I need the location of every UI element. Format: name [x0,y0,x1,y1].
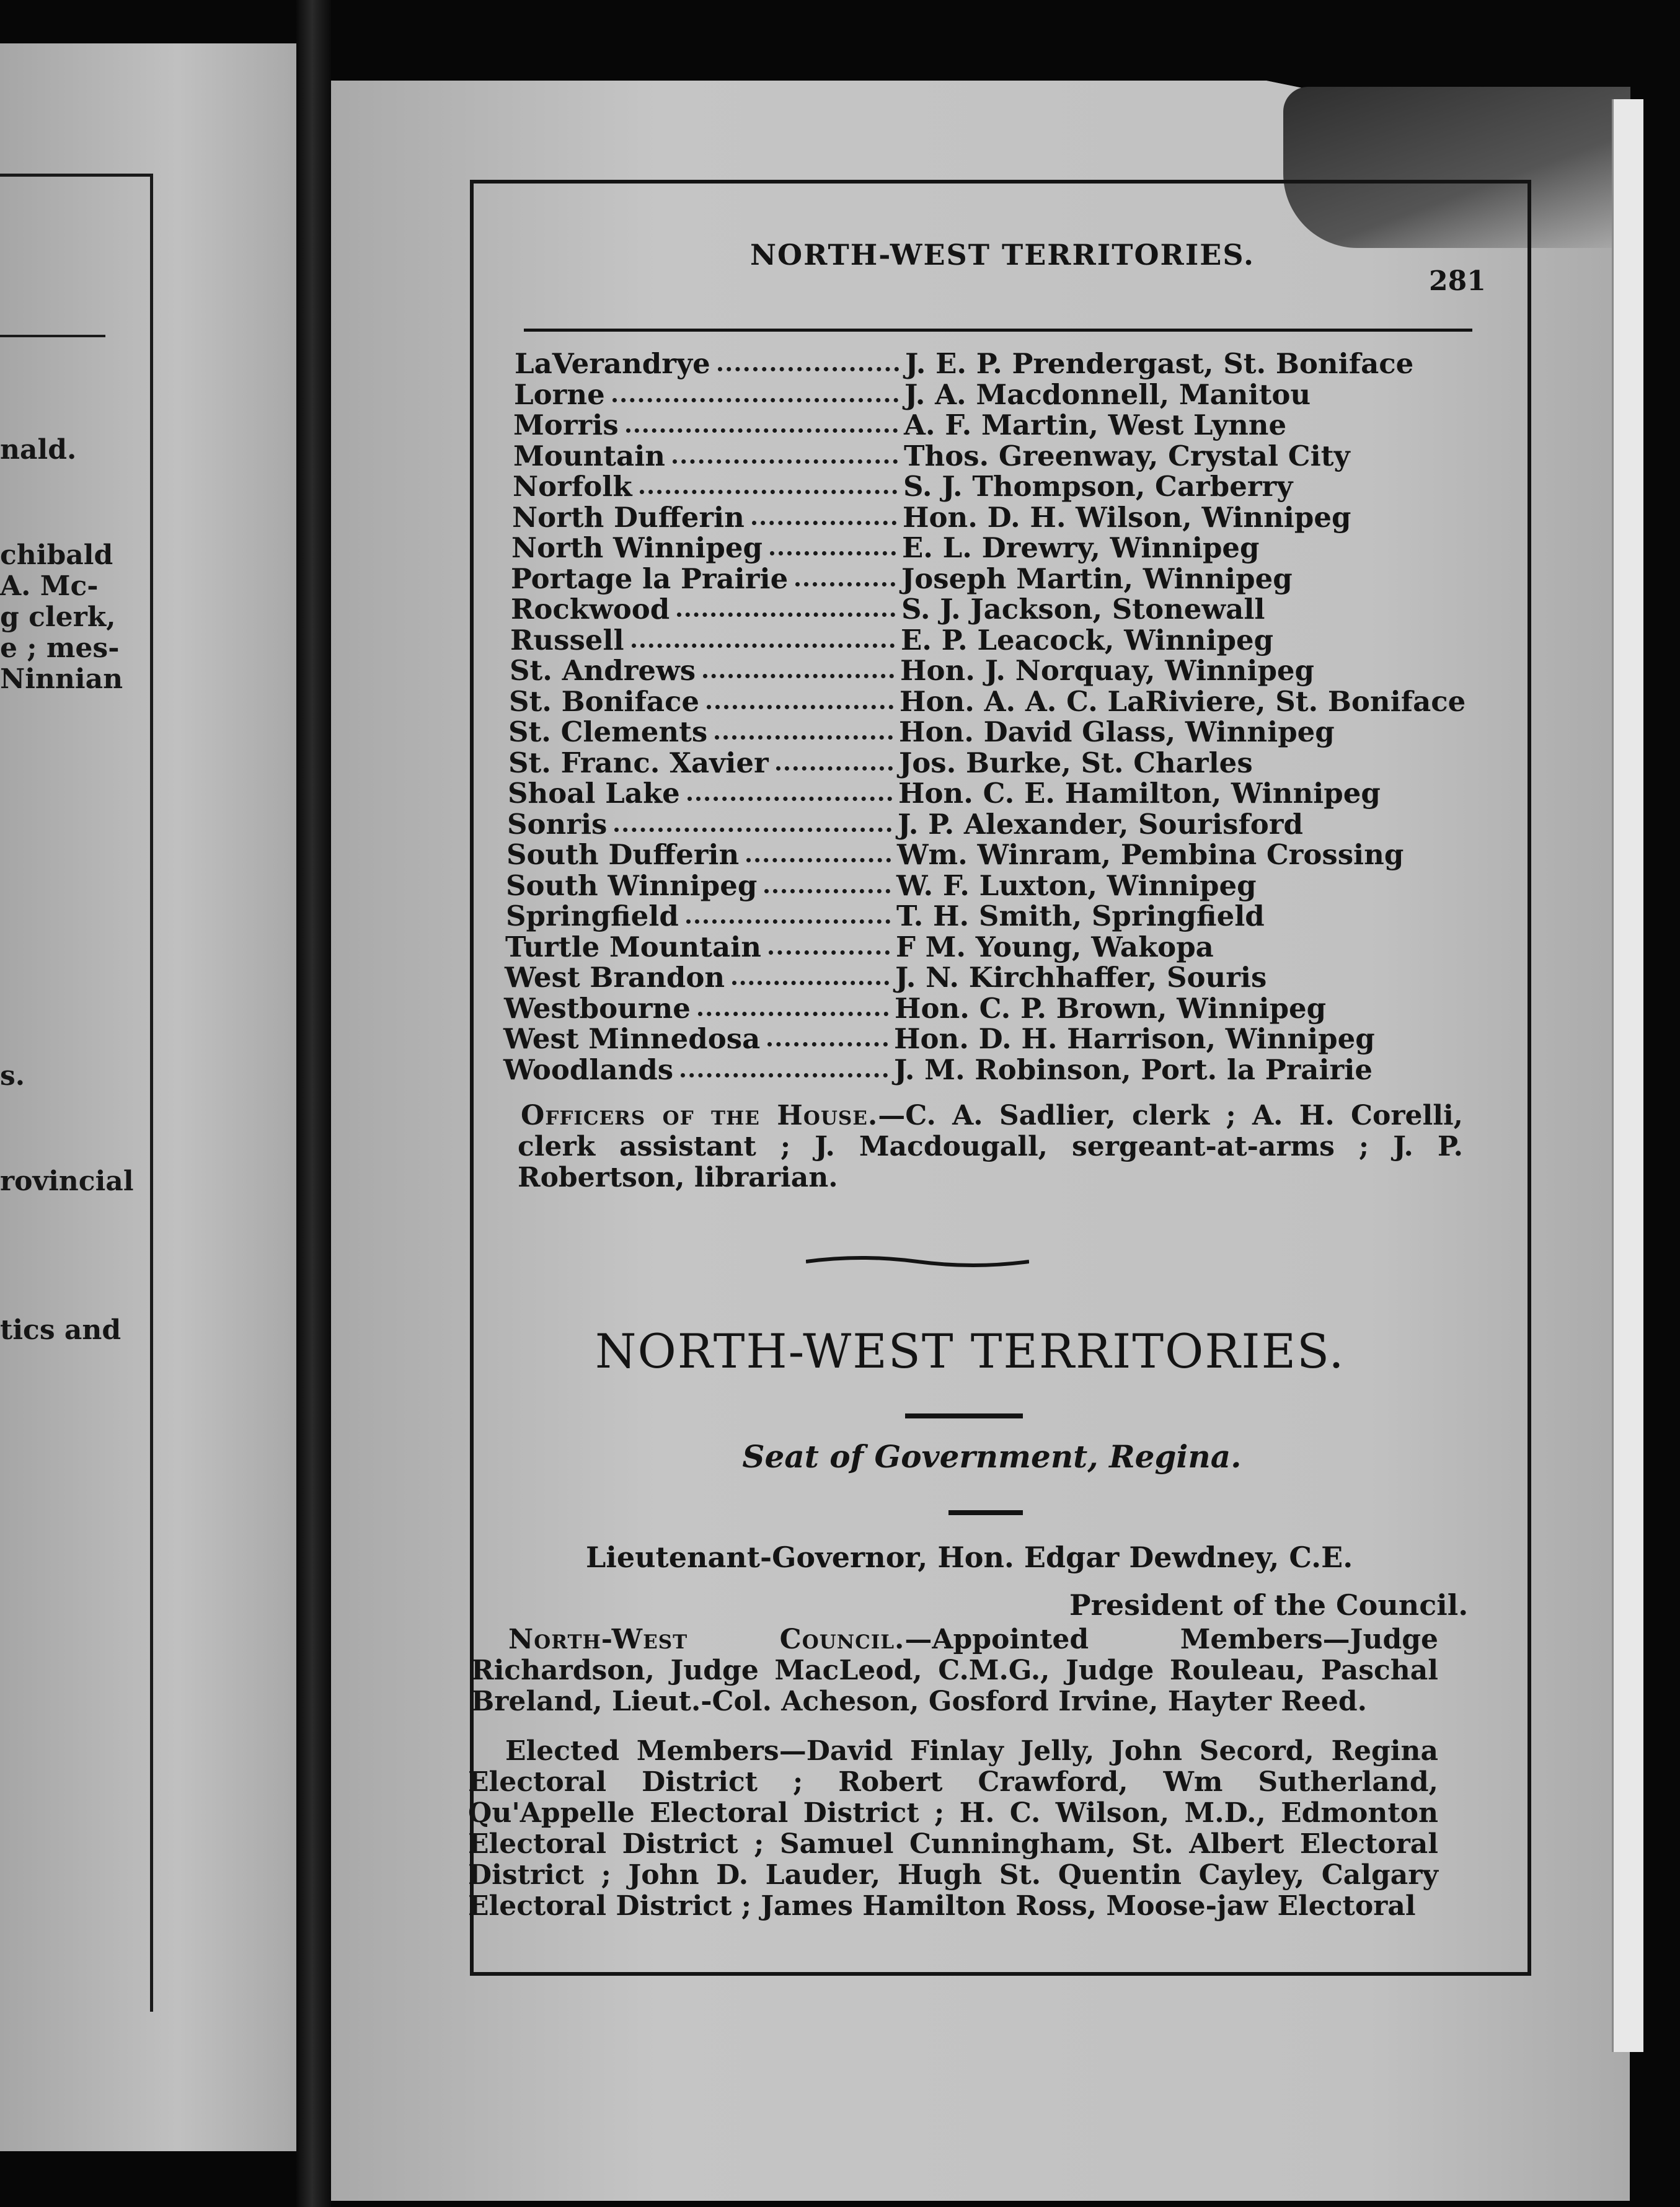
constituency-name: North Dufferin [512,501,745,534]
member-name: Hon. D. H. Harrison, Winnipeg [894,1022,1375,1055]
book-gutter [296,0,331,2207]
member-name: W. F. Luxton, Winnipeg [896,869,1257,902]
member-name: J. N. Kirchhaffer, Souris [895,961,1267,994]
constituency-name: St. Clements [508,715,708,748]
dot-leader [681,1066,888,1077]
left-page-fragment: nald. [0,434,77,466]
dot-leader [767,1035,888,1046]
council-paragraph [471,1624,1438,1717]
member-name: Hon. C. P. Brown, Winnipeg [895,992,1327,1025]
member-name: E. L. Drewry, Winnipeg [902,531,1260,564]
constituency-name: South Dufferin [506,838,740,871]
constituency-name: Sonris [507,808,608,841]
title-rule [905,1413,1023,1418]
constituency-name: Rockwood [511,593,670,626]
constituency-name: South Winnipeg [506,869,758,902]
seat-prefix: Seat of Government, [742,1438,1099,1475]
constituency-name: St. Andrews [510,654,696,687]
member-name: J. A. Macdonnell, Manitou [904,378,1311,411]
constituency-row [514,378,1481,409]
member-name: Wm. Winram, Pembina Crossing [897,838,1404,871]
constituency-row [513,470,1480,501]
dot-leader [776,759,893,771]
dot-leader [770,544,896,555]
council-text: —Appointed Members—Judge Richardson, Judge MacLeod, C.M.G., Judge Rouleau, Paschal Breland, Lieut.-Col. Acheson, Gosford Irvine, Hayter Reed. [471,1624,1438,1717]
section-title: NORTH-WEST TERRITORIES. [595,1324,1345,1379]
constituency-row [513,409,1480,440]
member-name: Hon. A. A. C. LaRiviere, St. Boniface [900,685,1466,718]
dot-leader [707,697,893,709]
left-page-rule [0,335,105,337]
officers-text: —C. A. Sadlier, clerk ; A. H. Corelli, clerk assistant ; J. Macdougall, sergeant-at-arms ; J. P. Robertson, librarian. [518,1100,1463,1193]
page-edge [1612,99,1643,2052]
constituency-row [506,900,1473,931]
constituency-row [511,562,1478,593]
officers-paragraph [518,1100,1463,1193]
constituency-name: Woodlands [503,1053,674,1086]
seat-place: Regina. [1109,1438,1242,1475]
constituency-row [513,440,1480,471]
council-label: North-West Council. [508,1624,905,1655]
constituency-name: Shoal Lake [508,777,680,810]
officers-label: Officers of the House. [521,1100,878,1131]
dot-leader [718,360,899,371]
dot-leader [686,912,890,924]
constituency-row [511,531,1479,562]
left-page-fragment: rovincial [0,1165,134,1197]
left-page-fragment: Ninnian [0,663,123,695]
constituency-row [515,347,1482,378]
elected-members-paragraph: Elected Members—David Finlay Jelly, John Secord, Regina Electoral District ; Robert Crawford, Wm Sutherland, Qu'Appelle Electoral District ; H. C. Wilson, M.D., Edmonton Electoral District ; Samuel Cunningham, St. Albert Electoral District ; John D. Lauder, Hugh St. Quentin Cayley, Calgary Electoral District ; James Hamilton Ross, Moose-jaw Electoral [468,1735,1438,1922]
dot-leader [715,728,893,740]
constituency-row [504,992,1471,1023]
dot-leader [614,820,891,832]
constituency-row [508,777,1475,808]
member-name: Thos. Greenway, Crystal City [904,440,1350,472]
dot-leader [687,789,892,801]
dot-leader [795,575,895,586]
constituency-row [510,654,1477,685]
constituency-row [511,593,1478,624]
constituency-name: Morris [513,409,619,441]
dot-leader [673,452,898,464]
constituency-name: West Brandon [505,961,725,994]
constituency-name: Springfield [506,900,679,932]
constituency-name: Turtle Mountain [505,931,761,963]
left-page-fragment: s. [0,1060,25,1092]
member-name: Hon. C. E. Hamilton, Winnipeg [898,777,1381,810]
member-name: J. P. Alexander, Sourisford [898,808,1303,841]
constituency-row [506,838,1474,869]
constituency-row [510,624,1477,655]
dot-leader [626,421,898,433]
dot-leader [752,513,896,525]
member-name: Joseph Martin, Winnipeg [901,562,1293,595]
constituency-name: Westbourne [504,992,691,1025]
dot-leader [698,1004,888,1016]
member-name: J. E. P. Prendergast, St. Boniface [905,347,1414,380]
constituency-name: Mountain [513,440,666,472]
dot-leader [769,943,890,955]
ornament-divider [806,1254,1029,1269]
member-name: E. P. Leacock, Winnipeg [901,624,1274,657]
constituency-row [503,1053,1470,1084]
member-name: J. M. Robinson, Port. la Prairie [894,1053,1373,1086]
member-name: A. F. Martin, West Lynne [904,409,1287,441]
constituency-name: St. Boniface [509,685,700,718]
member-name: Hon. J. Norquay, Winnipeg [900,654,1315,687]
constituency-name: Norfolk [513,470,632,503]
constituency-row [505,931,1472,962]
left-page-fragment: g clerk, [0,601,116,633]
constituency-row [508,746,1475,777]
president-of-council: President of the Council. [1069,1588,1469,1622]
constituency-name: North Winnipeg [511,531,763,564]
constituency-name: Russell [510,624,624,657]
constituency-row [507,808,1474,839]
running-title: NORTH-WEST TERRITORIES. [750,238,1255,272]
left-page-fragment: tics and [0,1314,122,1346]
constituency-row [503,1022,1470,1053]
member-name: Jos. Burke, St. Charles [899,746,1253,779]
member-name: T. H. Smith, Springfield [896,900,1265,932]
seat-of-government [620,1438,1364,1475]
dot-leader [703,666,894,678]
constituency-row [509,685,1476,716]
member-name: S. J. Jackson, Stonewall [901,593,1265,626]
constituency-name: Lorne [514,378,605,411]
page-number: 281 [1429,265,1486,297]
seat-rule [948,1510,1023,1515]
dot-leader [640,482,897,494]
member-name: Hon. David Glass, Winnipeg [899,715,1335,748]
dot-leader [764,882,890,893]
constituency-name: Portage la Prairie [511,562,789,595]
dot-leader [732,973,889,985]
lieutenant-governor: Lieutenant-Governor, Hon. Edgar Dewdney, C.E. [586,1541,1353,1574]
dot-leader [632,636,895,648]
dot-leader [677,605,895,617]
left-page-fragment: A. Mc- [0,570,99,602]
left-page-fragment: e ; mes- [0,632,120,664]
member-name: Hon. D. H. Wilson, Winnipeg [903,501,1351,534]
member-name: S. J. Thompson, Carberry [903,470,1293,503]
left-facing-page [0,43,296,2151]
constituency-row [505,961,1472,992]
member-name: F M. Young, Wakopa [896,931,1214,963]
header-rule [524,329,1472,332]
constituency-name: West Minnedosa [503,1022,761,1055]
constituency-row [508,715,1475,746]
dot-leader [612,391,898,402]
dot-leader [746,851,891,862]
constituency-name: LaVerandrye [515,347,710,380]
constituency-row [506,869,1473,900]
left-page-fragment: chibald [0,539,113,571]
constituency-row [512,501,1479,532]
constituency-name: St. Franc. Xavier [508,746,769,779]
